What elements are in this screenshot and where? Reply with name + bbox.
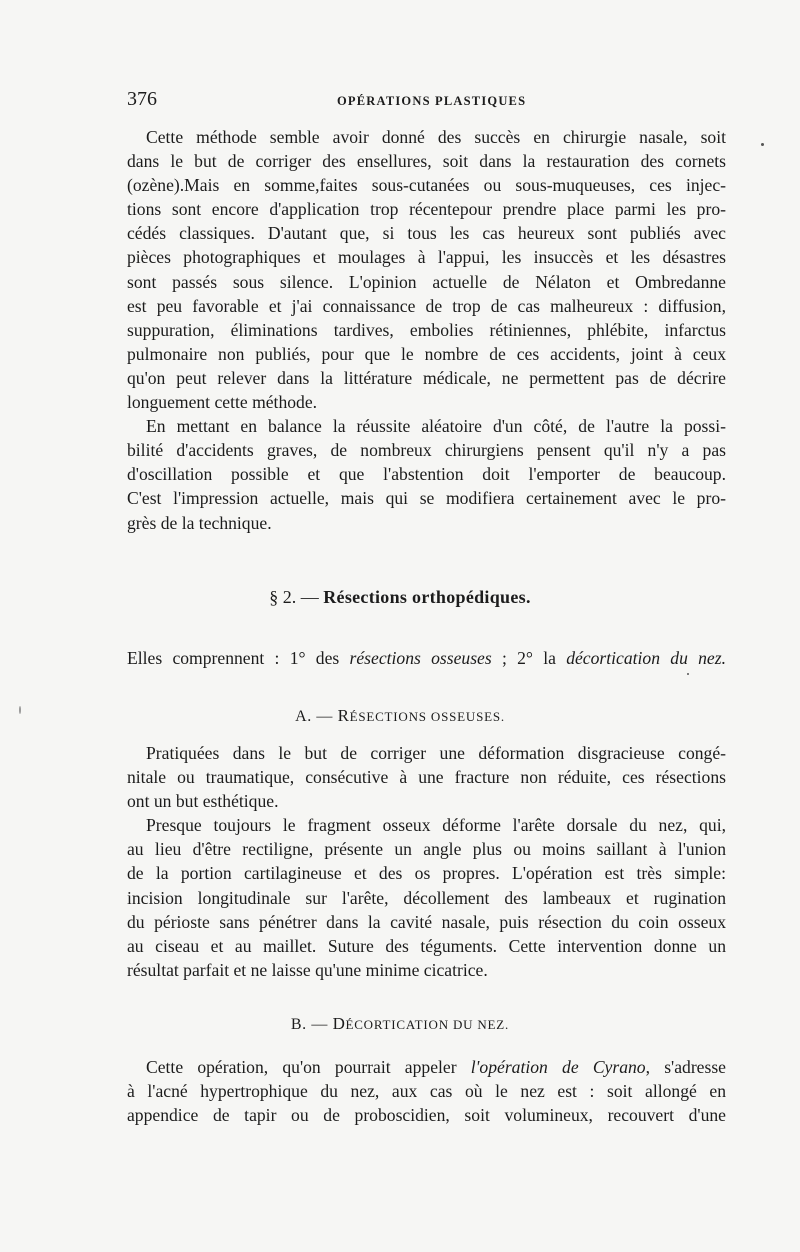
subheading-initial: R <box>337 706 350 725</box>
text-line: ont un but esthétique. <box>127 791 279 812</box>
intro-emphasis: résections osseuses <box>349 648 492 668</box>
text-line: incision longitudinale sur l'arête, décollement des lambeaux et rugination <box>127 887 726 908</box>
intro-line <box>127 648 726 669</box>
section-title: Résections orthopédiques. <box>323 587 531 607</box>
text-line: sont passés sous silence. L'opinion actuelle de Nélaton et Ombredanne <box>127 271 726 292</box>
subheading-prefix: A. — <box>295 708 338 725</box>
text-line: En mettant en balance la réussite aléatoire d'un côté, de l'autre la possi- <box>146 416 726 437</box>
text-line: Cette méthode semble avoir donné des succès en chirurgie nasale, soit <box>146 127 726 147</box>
section-number: § 2. — <box>269 587 324 607</box>
subheading-text: ÉCORTICATION DU NEZ. <box>345 1017 510 1032</box>
subheading-a <box>0 706 800 726</box>
page-header <box>127 88 727 114</box>
paragraph-block-1 <box>127 125 726 535</box>
text-line: Presque toujours le fragment osseux déforme l'arête dorsale du nez, qui, <box>146 815 726 836</box>
paragraph-block-2 <box>127 741 726 982</box>
text-line: appendice de tapir ou de proboscidien, soit volumineux, recouvert d'une <box>127 1105 726 1126</box>
text-line: est peu favorable et j'ai connaissance de trop de cas malheureux : diffusion, <box>127 295 726 316</box>
text-line: Pratiquées dans le but de corriger une déformation disgracieuse congé- <box>146 743 726 763</box>
subheading-text: ÉSECTIONS OSSEUSES. <box>349 709 505 724</box>
text-line: du périoste sans pénétrer dans la cavité nasale, puis résection du coin osseux <box>127 911 726 932</box>
text-line: longuement cette méthode. <box>127 392 318 413</box>
text-line: de la portion cartilagineuse et des os propres. L'opération est très simple: <box>127 863 726 884</box>
text-line: tions sont encore d'application trop récentepour prendre place parmi les pro- <box>127 199 726 220</box>
print-speck <box>761 143 764 146</box>
text-line: C'est l'impression actuelle, mais qui se modifiera certainement avec le pro- <box>127 488 726 509</box>
subheading-initial: D <box>332 1014 346 1033</box>
text-line: cédés classiques. D'autant que, si tous les cas heureux sont publiés avec <box>127 223 726 244</box>
intro-text: Elles comprennent : 1° des <box>127 648 350 668</box>
intro-text: ; 2° la <box>491 648 567 668</box>
text-line <box>127 1055 726 1079</box>
line-text: , s'adresse <box>645 1057 726 1077</box>
text-line: qu'on peut relever dans la littérature médicale, ne permettent pas de décrire <box>127 367 726 388</box>
text-line: pulmonaire non publiés, pour que le nombre de ces accidents, joint à ceux <box>127 343 726 364</box>
text-line: grès de la technique. <box>127 512 272 533</box>
text-line: résultat parfait et ne laisse qu'une minime cicatrice. <box>127 959 488 980</box>
line-text: Cette opération, qu'on pourrait appeler <box>146 1057 471 1077</box>
line-emphasis: l'opération de Cyrano <box>470 1057 646 1077</box>
subheading-prefix: B. — <box>290 1016 333 1033</box>
text-line: dans le but de corriger des ensellures, soit dans la restauration des cornets <box>127 151 726 172</box>
text-line: d'oscillation possible et que l'abstention doit l'emporter de beaucoup. <box>127 464 726 485</box>
text-line: pièces photographiques et moulages à l'appui, les insuccès et les désastres <box>127 247 726 268</box>
text-line: suppuration, éliminations tardives, embolies rétiniennes, phlébite, infarctus <box>127 319 726 340</box>
subheading-b <box>0 1014 800 1034</box>
text-line: (ozène).Mais en somme,faites sous-cutanées ou sous-muqueuses, ces injec- <box>127 175 726 196</box>
paragraph-block-3 <box>127 1055 726 1127</box>
intro-emphasis: décortication du nez. <box>566 648 726 668</box>
text-line: à l'acné hypertrophique du nez, aux cas où le nez est : soit allongé en <box>127 1081 726 1102</box>
text-line: au lieu d'être rectiligne, présente un angle plus ou moins saillant à l'union <box>127 839 726 860</box>
print-speck <box>687 673 689 675</box>
print-speck <box>19 706 21 714</box>
text-line: bilité d'accidents graves, de nombreux chirurgiens pensent qu'il n'y a pas <box>127 440 726 461</box>
section-heading <box>0 587 800 608</box>
page-number: 376 <box>127 88 157 110</box>
text-line: nitale ou traumatique, consécutive à une fracture non réduite, ces résections <box>127 767 726 788</box>
running-head: OPÉRATIONS PLASTIQUES <box>337 94 527 108</box>
text-line: au ciseau et au maillet. Suture des téguments. Cette intervention donne un <box>127 935 726 956</box>
